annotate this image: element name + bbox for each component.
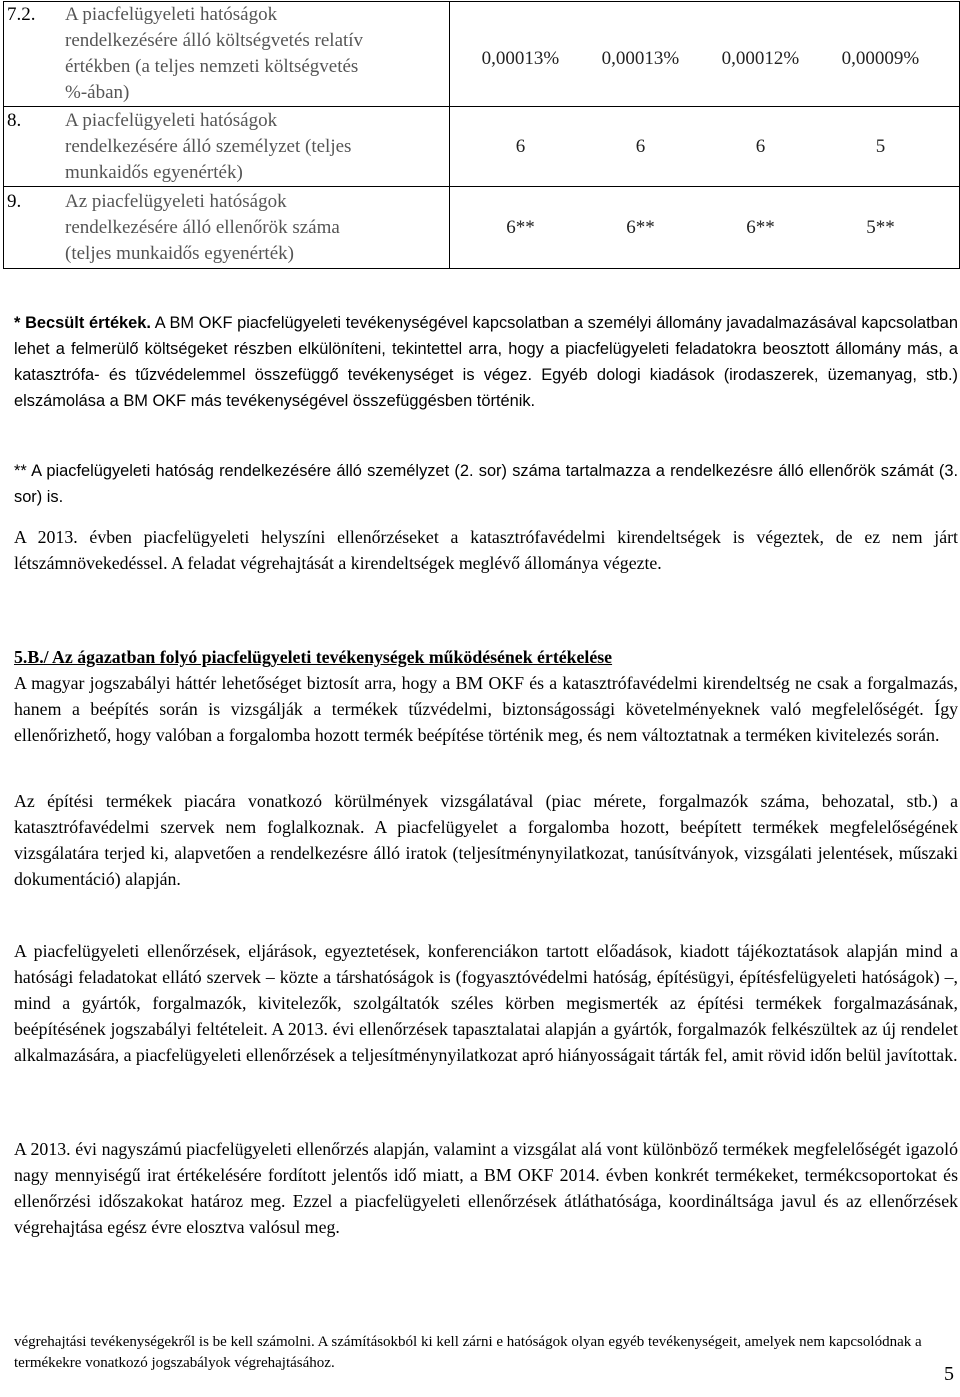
row-label-cell [4,107,450,187]
value-cell: 0,00013% [601,48,680,69]
footnote: végrehajtási tevékenységekről is be kell számolni. A számításokból ki kell zárni e hatóságok olyan egyéb tevékenységeit, amelyek nem kapcsolódnak a termékekre vonatkozó jogszabályok végrehajtásához. [14,1334,922,1371]
section-5b [14,644,958,748]
value-cell: 5** [866,216,895,238]
section-paragraph: Az építési termékek piacára vonatkozó körülmények vizsgálatával (piac mérete, forgalmazók száma, behozatal, stb.) a katasztrófavédelmi szervek nem foglalkoznak. A piacfelügyelet a forgalomba hozott, beépített termékek megfelelőségének vizsgálatára terjed ki, alapvetően a rendelkezésre álló iratok (teljesítménynyilatkozat, tanúsítványok, vizsgálati jelentések, műszaki dokumentáció) alapján. [14,791,958,889]
value-cell: 0,00012% [721,48,800,69]
row-values-cell [450,2,960,107]
value-cell: 0,00009% [841,48,920,69]
row-label-cell [4,2,450,107]
row-label-line: munkaidős egyenérték) [65,161,243,183]
section-paragraph: A 2013. évi nagyszámú piacfelügyeleti ellenőrzés alapján, valamint a vizsgálat alá vont különböző termékek megfelelőségét igazoló nagy mennyiségű irat értékelésére fordított jelentős idő miatt, a BM OKF 2014. évben konkrét termékeket, termékcsoportokat és ellenőrzési időszakokat határoz meg. Ezzel a piacfelügyeleti ellenőrzések átláthatósága, koordináltsága javul és az ellenőrzések végrehajtása egész évre elosztva valósul meg. [14,1139,958,1237]
page-number: 5 [944,1363,954,1385]
value-cell: 0,00013% [481,48,560,69]
row-label-line: %-ában) [65,82,130,103]
note-estimated [14,310,958,414]
section-paragraph: A magyar jogszabályi háttér lehetőséget biztosít arra, hogy a BM OKF és a katasztrófavédelmi kirendeltség ne csak a forgalmazás, hanem a beépítés során is vizsgálják a termékek tűzvédelmi, biztonságossági követelményeknek való megfelelőségét. Így ellenőrizhető, hogy valóban a forgalomba hozott termék beépítése történik meg, és nem változtatnak a terméken kivitelezés során. [14,673,958,745]
value-cell: 6 [515,135,526,157]
value-cell: 6** [626,216,655,238]
row-number: 7.2. [7,4,36,25]
table-row [4,2,960,107]
row-label-cell [4,187,450,269]
row-label-line: rendelkezésére álló költségvetés relatív [65,30,364,51]
section-title: 5.B./ Az ágazatban folyó piacfelügyeleti tevékenységek működésének értékelése [14,647,613,667]
value-cell: 6 [635,135,646,157]
row-values-cell [450,187,960,269]
note-estimated-lead: * Becsült értékek. [14,314,151,332]
value-cell: 6 [755,135,766,157]
value-cell: 6** [746,216,775,238]
indicator-table [3,1,960,269]
note-staff: ** A piacfelügyeleti hatóság rendelkezésére álló személyzet (2. sor) száma tartalmazza a rendelkezésre álló ellenőrök számát (3. sor) is. [14,462,958,506]
row-label-line: értékben (a teljes nemzeti költségvetés [65,56,359,77]
section-paragraph: A piacfelügyeleti ellenőrzések, eljárások, egyeztetések, konferenciákon tartott előadások, kiadott tájékoztatások alapján mind a hatósági feladatokat ellátó szervek – közte a társhatóságok is (fogyasztóvédelmi hatóság, építésügyi, építésfelügyeleti hatóságok) –, mind a gyártók, forgalmazók, kivitelezők, szolgáltatók széles körben megismerték az építési termékek forgalmazásának, beépítésének jogszabályi feltételeit. A 2013. évi ellenőrzések tapasztalatai alapján a gyártók, forgalmazók felkészültek az új rendelet alkalmazására, a piacfelügyeleti ellenőrzések a teljesítménynyilatkozat apró hiányosságait tárták fel, amit rövid időn belül javítottak. [14,941,958,1065]
note-estimated-text: A BM OKF piacfelügyeleti tevékenységével kapcsolatban a személyi állomány javadalmazásával kapcsolatban lehet a felmerülő költségeket részben elkülöníteni, tekintettel arra, hogy a piacfelügyeleti feladatokra beosztott állomány más, a katasztrófa- és tűzvédelemmel összefüggő tevékenységet is végez. Egyéb dologi kiadások (irodaszerek, üzemanyag, stb.) elszámolása a BM OKF más tevékenységével összefüggésben történik. [14,314,958,410]
row-number: 8. [7,109,22,131]
row-values-cell [450,107,960,187]
row-label-line: A piacfelügyeleti hatóságok [65,109,278,131]
table-row [4,187,960,269]
row-label-line: Az piacfelügyeleti hatóságok [65,190,287,212]
row-label-line: (teljes munkaidős egyenérték) [65,242,294,264]
row-label-line: rendelkezésére álló ellenőrök száma [65,216,340,238]
row-number: 9. [7,190,22,212]
note-2013: A 2013. évben piacfelügyeleti helyszíni ellenőrzéseket a katasztrófavédelmi kirendeltségek is végeztek, de ez nem járt létszámnövekedéssel. A feladat végrehajtását a kirendeltségek meglévő állománya végezte. [14,527,958,573]
value-cell: 5 [875,135,886,157]
row-label-line: rendelkezésére álló személyzet (teljes [65,135,352,157]
table-row [4,107,960,187]
row-label-line: A piacfelügyeleti hatóságok [65,4,278,25]
value-cell: 6** [506,216,535,238]
